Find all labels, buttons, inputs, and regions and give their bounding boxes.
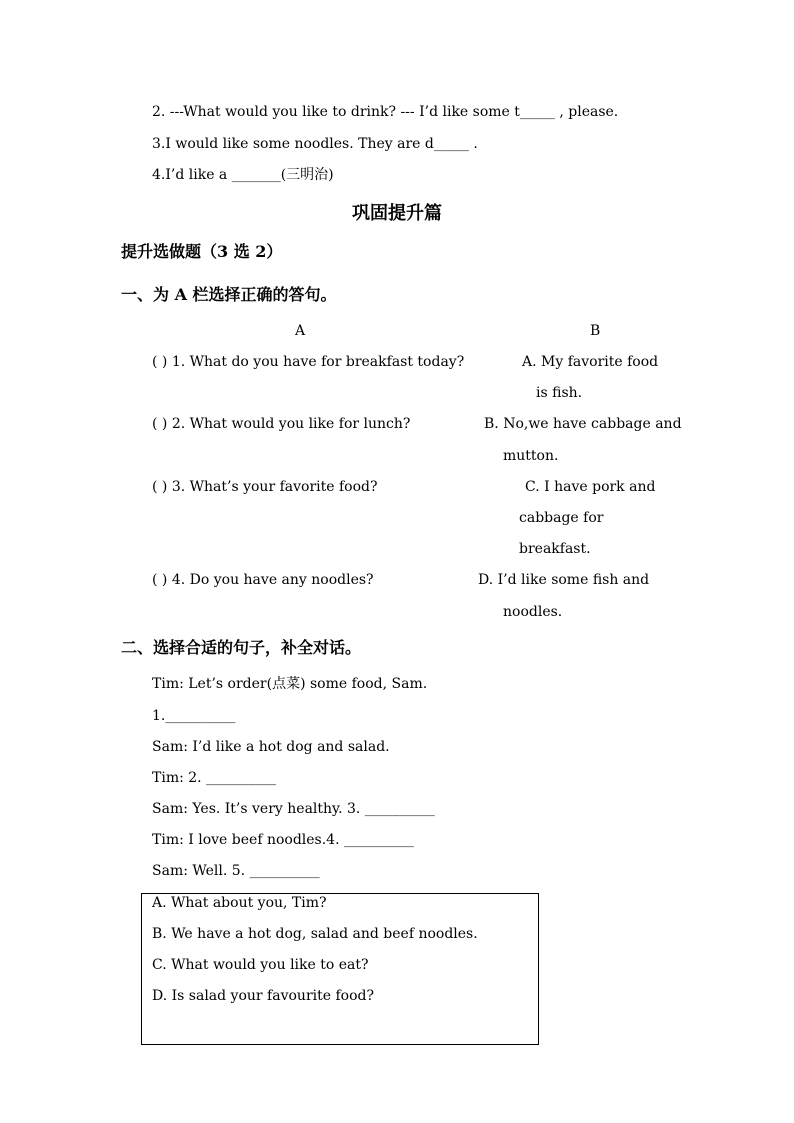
fill-item-4: 4.I’d like a _______(三明治) [152, 167, 334, 183]
match-answer-b-line2: mutton. [503, 448, 559, 464]
match-answer-d-line2: noodles. [503, 604, 563, 620]
match-answer-c-line2: cabbage for [519, 510, 604, 526]
dialog-line: Tim: Let’s order(点菜) some food, Sam. [152, 676, 428, 692]
dialog-line: Sam: Well. 5. __________ [152, 863, 320, 879]
option-c: C. What would you like to eat? [152, 957, 369, 973]
subtitle: 提升选做题（3 选 2） [121, 242, 283, 261]
section-title: 巩固提升篇 [352, 203, 442, 224]
match-question-4: ( ) 4. Do you have any noodles? [152, 572, 374, 588]
match-answer-d-line1: D. I’d like some fish and [478, 572, 650, 588]
dialog-line: 1.__________ [152, 708, 236, 724]
match-question-2: ( ) 2. What would you like for lunch? [152, 416, 411, 432]
option-d: D. Is salad your favourite food? [152, 988, 374, 1004]
dialog-line: Tim: I love beef noodles.4. __________ [152, 832, 414, 848]
match-question-1: ( ) 1. What do you have for breakfast today? [152, 354, 465, 370]
match-answer-a-line2: is fish. [536, 385, 583, 401]
match-answer-a-line1: A. My favorite food [522, 354, 659, 370]
match-answer-b-line1: B. No,we have cabbage and [484, 416, 682, 432]
dialog-line: Sam: Yes. It’s very healthy. 3. __________ [152, 801, 435, 817]
column-a-header: A [295, 323, 306, 339]
fill-item-3: 3.I would like some noodles. They are d_____ . [152, 136, 478, 152]
column-b-header: B [590, 323, 601, 339]
part1-heading: 一、为 A 栏选择正确的答句。 [121, 285, 337, 304]
part2-heading: 二、选择合适的句子，补全对话。 [121, 638, 362, 657]
option-a: A. What about you, Tim? [152, 895, 327, 911]
fill-item-2: 2. ---What would you like to drink? --- I’d like some t_____ , please. [152, 104, 619, 120]
match-answer-c-line3: breakfast. [519, 541, 591, 557]
dialog-line: Sam: I’d like a hot dog and salad. [152, 739, 390, 755]
match-answer-c-line1: C. I have pork and [525, 479, 656, 495]
dialog-line: Tim: 2. __________ [152, 770, 277, 786]
option-b: B. We have a hot dog, salad and beef noodles. [152, 926, 478, 942]
match-question-3: ( ) 3. What’s your favorite food? [152, 479, 378, 495]
